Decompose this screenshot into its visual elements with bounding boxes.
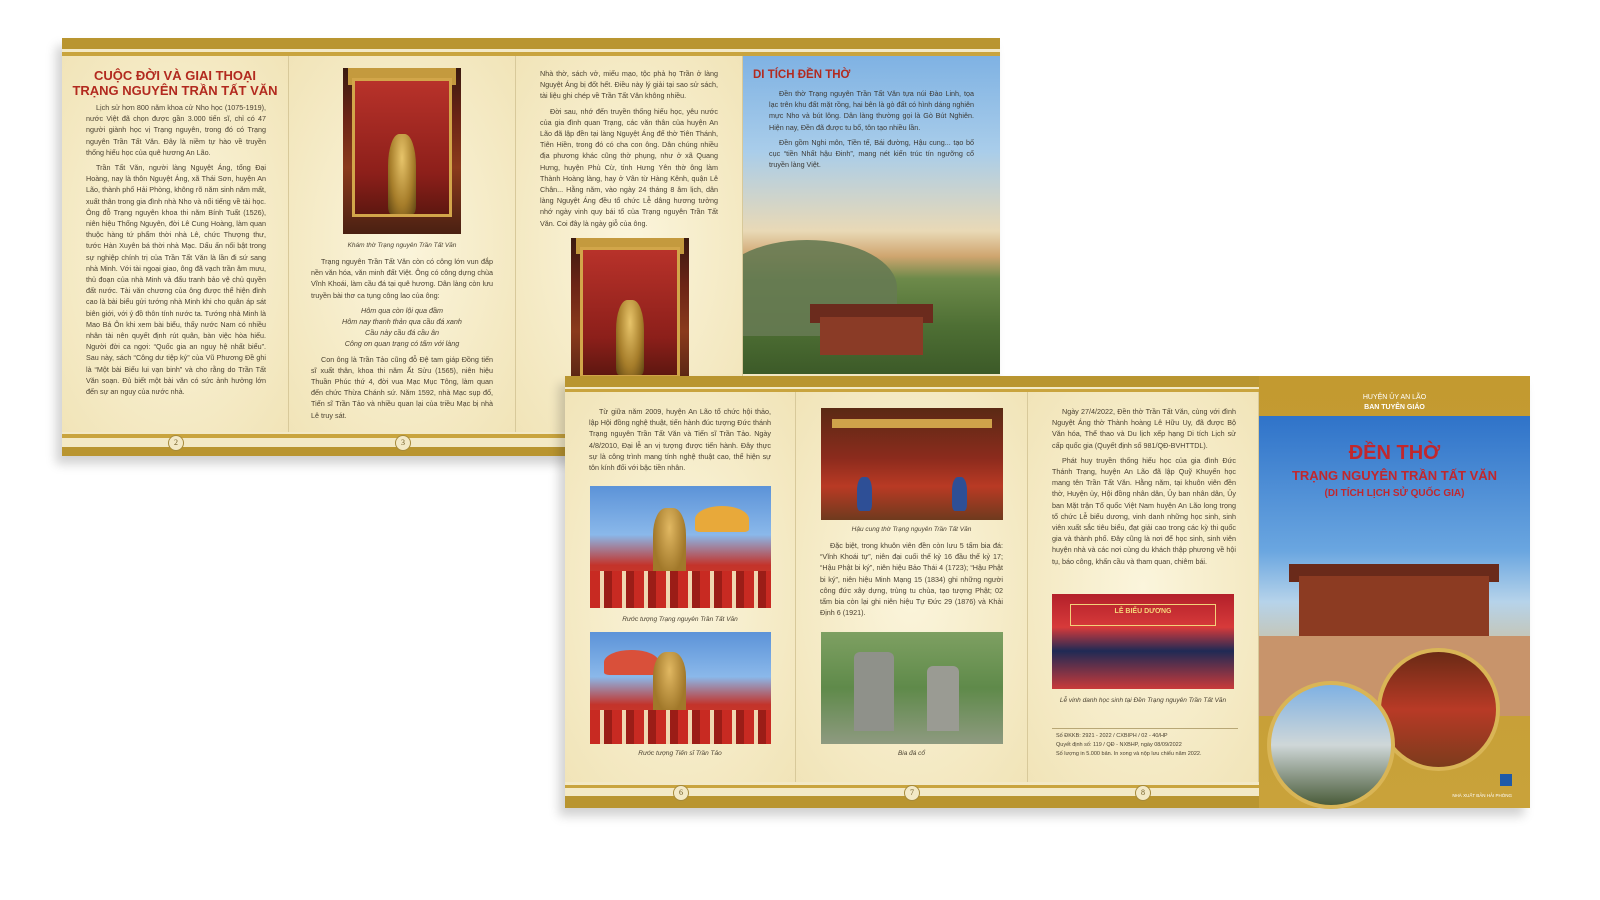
publishing-info <box>1052 728 1238 767</box>
publisher-logo-icon <box>1500 774 1512 786</box>
cover-title: ĐỀN THỜ <box>1348 442 1441 464</box>
photo-caption: Khám thờ Trạng nguyên Trần Tất Văn <box>347 242 457 249</box>
page-5-heading: DI TÍCH ĐỀN THỜ <box>753 69 851 81</box>
page-3-body <box>311 256 493 425</box>
cover-inset-shrine-photo <box>1377 648 1500 771</box>
heading-line: CUỘC ĐỜI VÀ GIAI THOẠI <box>93 68 257 83</box>
cover-inset-ceremony-photo <box>1267 681 1395 809</box>
paragraph: Đời sau, nhớ đến truyền thống hiếu học, yêu nước của gia đình quan Trạng, các văn thân của huyện An Lão đã lập đền tại làng Nguyệt Áng để thờ Tiên Thánh, Tiên Hiền, trong đó có cha con ông. Dân chúng nhiều địa phương khác cũng thờ phụng, như ở xã Quang Hưng, huyện Phù Cừ, tỉnh Hưng Yên thờ ông làm Thành Hoàng làng, hay ở Vân từ Hàng Kênh, quận Lê Chân... Hằng năm, vào ngày 24 tháng 8 âm lịch, dân làng Nguyệt Áng đều tổ chức Lễ dâng hương tưởng nhớ ngày vinh quy bái tổ của Trạng nguyên Trần Tất Văn. Coi đây là ngày giỗ của ông. <box>540 106 718 228</box>
top-gold-band <box>565 376 1259 387</box>
page-6-body <box>589 406 771 477</box>
publishing-line: Số ĐKKB: 2921 - 2022 / CXBIPH / 02 - 40/HP <box>1056 733 1168 739</box>
paragraph: Con ông là Trần Tảo cũng đỗ Đệ tam giáp Đồng tiến sĩ xuất thân, khoa thi năm Ất Sửu (1565), niên hiệu Thuần Phúc thứ 4, đời vua Mạc Mục Tông, làm quan đến chức Thừa Chánh sứ. Năm 1592, nhà Mạc sụp đổ, Tiến sĩ Trần Tảo và nhiều quan lại của triều Mạc bị nhà Lê truy sát. <box>311 354 493 420</box>
page-number: 7 <box>904 785 920 801</box>
paragraph: Trần Tất Văn, người làng Nguyệt Áng, tổng Đại Hoàng, nay là thôn Nguyệt Áng, xã Thái Sơn, huyện An Lão, thành phố Hải Phòng, không rõ năm sinh năm mất, xuất thân trong gia đình nhà Nho và nổi tiếng về tài học. Ông đỗ Trạng nguyên khoa thi năm Bính Tuất (1526), niên hiệu Thống Nguyên, đời Lê Cung Hoàng, làm quan thuộc hàng tứ phẩm thời nhà Lê, chức Thượng thư, tước Hàn Xuyên bá thời nhà Mạc. Dấu ấn nổi bật trong sự nghiệp chính trị của Trần Tất Văn là lần đi sứ sang nhà Minh. Với tài ngoại giao, ông đã vạch trần âm mưu, thủ đoạn của nhà Minh và đấu tranh bảo vệ chủ quyền đất nước. Tài văn chương của ông được thể hiện đỉnh cao là bài biểu gửi tướng nhà Minh khi cho quân áp sát biên giới, với ý đồ thôn tính nước ta. Tướng nhà Minh là Mao Bá Ôn khi xem bài biểu, thấy nước Nam có nhiều nhân tài nên quyết định rút quân, bàn việc hòa hiếu. Người đời ca ngợi: “Quốc gia an nguy hệ nhất biểu”. Sau này, sách “Công dư tiệp ký” của Vũ Phương Đề ghi là “Một bài Biểu lui vạn binh” và cho rằng do Trần Tất Văn soạn. Đủ biết một bài văn có sức ảnh hưởng lớn đến sự an nguy của nước nhà. <box>86 163 266 397</box>
page-8 <box>1028 392 1259 782</box>
paragraph: Đền gồm Nghi môn, Tiền tế, Bái đường, Hậu cung... tạo bố cục “tiền Nhất hậu Đinh”, mang nét kiến trúc tín ngưỡng cổ truyền làng Việt. <box>769 137 974 170</box>
top-gold-band <box>62 38 1000 49</box>
ceremony-banner-text: LỄ BIỂU DƯƠNG <box>1114 608 1172 615</box>
page-8-body <box>1052 406 1236 571</box>
heading-line: TRẠNG NGUYÊN TRẦN TẤT VĂN <box>72 83 278 98</box>
cover-org-line: HUYỆN ỦY AN LÃO <box>1362 394 1427 401</box>
scholar-procession-photo <box>590 632 771 744</box>
poem-line: Hôm nay thanh thản qua cầu đá xanh <box>342 317 462 327</box>
page-number: 8 <box>1135 785 1151 801</box>
paragraph: Phát huy truyền thống hiếu học của gia đình Đức Thánh Trạng, huyện An Lão đã lập Quỹ Khuyến học mang tên Trần Tất Văn. Hằng năm, tại khuôn viên đền thờ, Huyện ủy, Hội đồng nhân dân, Ủy ban nhân dân, Ủy ban Mặt trận Tổ quốc Việt Nam huyện An Lão long trọng tổ chức Lễ biểu dương, vinh danh những học sinh, sinh viên xuất sắc tiêu biểu, đạt giải cao trong các kỳ thi quốc gia và thành phố. Đây cũng là nơi để học sinh, sinh viên huyện nhà và các nơi cùng du khách thập phương về hội tụ, báo công, khấn cầu và tham quan, chiêm bái. <box>1052 455 1236 566</box>
photo-caption: Bia đá cổ <box>897 750 926 757</box>
ceremony-photo <box>1052 594 1234 689</box>
poem-line: Cầu này cầu đá cầu ân <box>365 328 439 338</box>
cover-org-line: BAN TUYÊN GIÁO <box>1364 404 1425 411</box>
rear-hall-photo <box>821 408 1003 520</box>
page-number: 2 <box>168 435 184 451</box>
cover-subtitle: (DI TÍCH LỊCH SỬ QUỐC GIA) <box>1324 488 1465 499</box>
paragraph: Ngày 27/4/2022, Đền thờ Trần Tất Văn, cùng với đình Nguyệt Áng thờ Thành hoàng Lê Hữu Uy, đã được Bộ Văn hóa, Thể thao và Du lịch xếp hạng Di tích Lịch sử cấp quốc gia (Quyết định số 981/QĐ-BVHTTDL). <box>1052 407 1236 450</box>
cover-title: TRẠNG NGUYÊN TRẦN TẤT VĂN <box>1291 468 1498 483</box>
page-number: 6 <box>673 785 689 801</box>
paragraph: Từ giữa năm 2009, huyện An Lão tổ chức hội thảo, lập Hội đồng nghệ thuật, tiến hành đúc tượng Đức thánh Trạng nguyên Trần Tất Văn và Tiến sĩ Trần Tảo. Ngày 4/8/2010, Đại lễ an vị tượng được tiến hành. Đây thực sự là công trình mang tính nghệ thuật cao, thể hiện sự tôn kính đối với bậc tiền nhân. <box>589 407 771 473</box>
photo-caption: Hậu cung thờ Trạng nguyên Trần Tất Văn <box>851 526 972 533</box>
stone-steles-photo <box>821 632 1003 744</box>
shrine-statue-photo <box>571 238 689 394</box>
page-6 <box>565 392 796 782</box>
shrine-altar-photo <box>343 68 461 234</box>
photo-caption: Rước tượng Tiến sĩ Trần Tảo <box>638 750 722 757</box>
page-2-heading <box>72 68 278 98</box>
page-number: 3 <box>395 435 411 451</box>
page-3 <box>289 56 516 432</box>
paragraph: Đặc biệt, trong khuôn viên đền còn lưu 5 tấm bia đá: “Vĩnh Khoái tự”, niên đại cuối thế kỷ 16 đầu thế kỷ 17; “Hậu Phật bi ký”, niên hiệu Bảo Thái 4 (1723); “Hậu Phật bi ký”, niên hiệu Minh Mạng 15 (1834) ghi những người công đức xây dựng, trùng tu chùa, tạo tượng Phật; 02 tấm bia còn lại ghi niên hiệu Tự Đức 29 (1876) và Khải Định 6 (1921). <box>820 541 1003 618</box>
brochure-front-sheet <box>565 376 1530 808</box>
page-4-body <box>540 68 718 233</box>
publisher-name: NHÀ XUẤT BẢN HẢI PHÒNG <box>1452 793 1512 798</box>
poem-line: Hôm qua còn lội qua đầm <box>361 305 443 315</box>
photo-caption: Rước tượng Trạng nguyên Trần Tất Văn <box>622 616 738 623</box>
paragraph: Nhà thờ, sách vở, miếu mạo, tộc phả họ Trần ở làng Nguyệt Áng bị đốt hết. Điều này lý giải tại sao sử sách, tài liệu ghi chép về Trần Tất Văn không nhiều. <box>540 69 718 101</box>
page-2-body <box>86 102 266 401</box>
poem-line: Công ơn quan trạng có tấm với làng <box>344 339 460 349</box>
page-5-body <box>769 88 974 174</box>
page-7 <box>796 392 1028 782</box>
paragraph: Lịch sử hơn 800 năm khoa cử Nho học (1075-1919), nước Việt đã chọn được gần 3.000 tiến sĩ, chỉ có 47 người giành học vị Trạng nguyên, trong đó có Trạng nguyên Trần Tất Văn. Đây là niềm tự hào về truyền thống hiếu học của quê hương An Lão. <box>86 103 266 157</box>
paragraph: Đền thờ Trạng nguyên Trần Tất Văn tựa núi Đào Linh, tọa lạc trên khu đất mặt rồng, hai bên là gò đất có hình dáng nghiên mực Nho và bút lông. Dân làng thường gọi là Gò Bút Nghiên. Hiện nay, Đền đã được tu bổ, tôn tạo nhiều lần. <box>769 89 974 132</box>
page-2 <box>62 56 289 432</box>
publishing-line: Quyết định số: 119 / QĐ - NXBHP, ngày 08/09/2022 <box>1056 742 1182 748</box>
publishing-line: Số lượng in 5.000 bản. In xong và nộp lưu chiểu năm 2022. <box>1056 751 1202 757</box>
brochure-cover <box>1259 376 1530 808</box>
statue-procession-photo <box>590 486 771 608</box>
photo-caption: Lễ vinh danh học sinh tại Đền Trạng nguyên Trần Tất Văn <box>1059 697 1227 704</box>
page-7-body <box>820 540 1003 622</box>
temple-building <box>1299 576 1489 636</box>
paragraph: Trạng nguyên Trần Tất Văn còn có công lớn vun đắp nền văn hóa, văn minh đất Việt. Ông có công dựng chùa Vĩnh Khoái, làm cầu đá tại quê hương. Dân làng còn lưu truyền bài thơ ca tụng công lao của ông: <box>311 257 493 300</box>
